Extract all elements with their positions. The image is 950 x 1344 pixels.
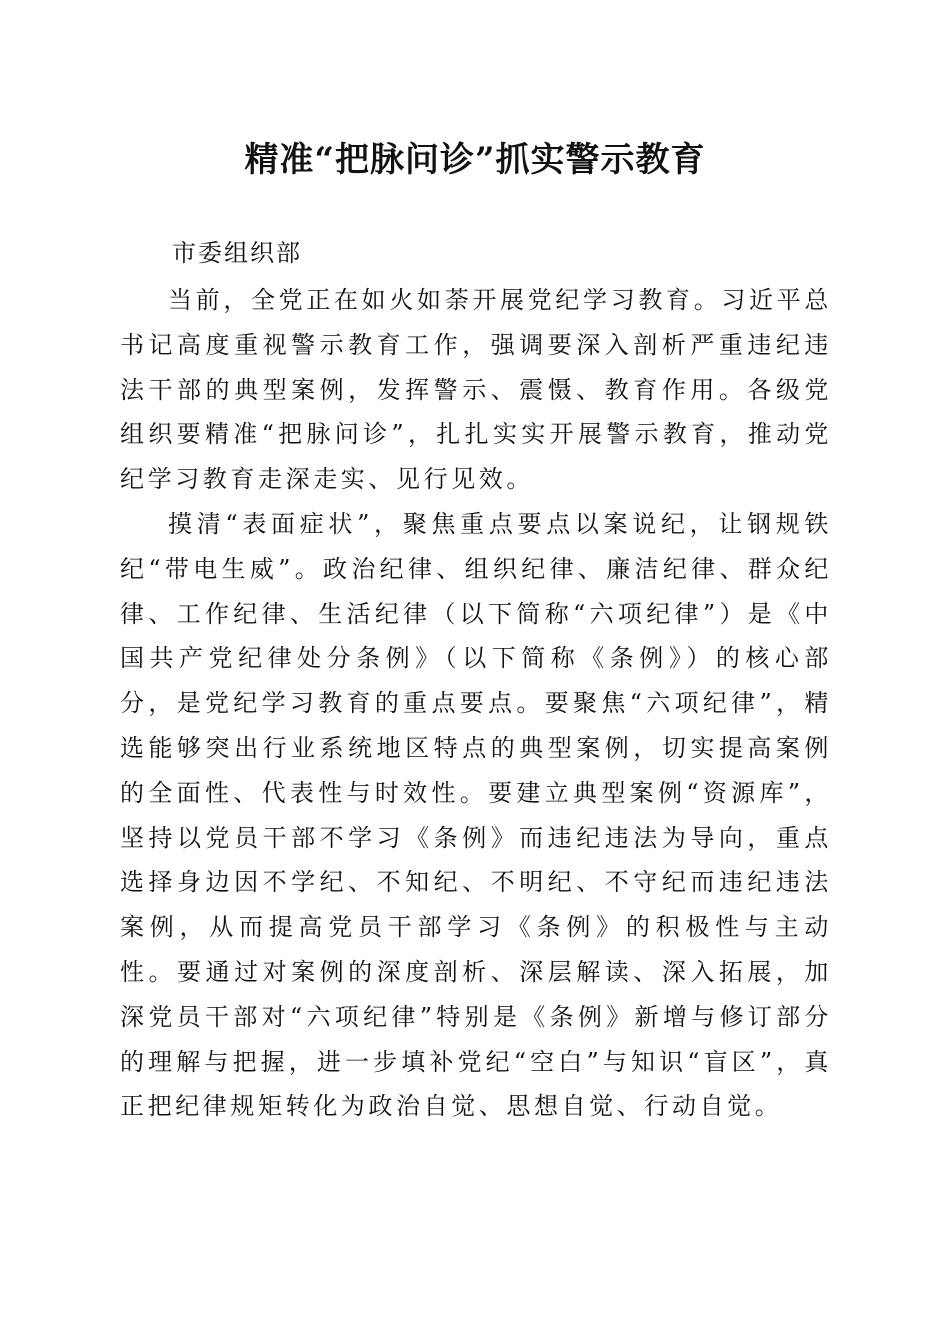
document-body — [120, 278, 832, 1129]
paragraph-intro: 当前，全党正在如火如荼开展党纪学习教育。习近平总书记高度重视警示教育工作，强调要深入剖析严重违纪违法干部的典型案例，发挥警示、震慑、教育作用。各级党组织要精准“把脉问诊”，扎扎实实开展警示教育，推动党纪学习教育走深走实、见行见效。 — [120, 286, 832, 494]
document-author: 市委组织部 — [172, 239, 302, 267]
document-title: 精准“把脉问诊”抓实警示教育 — [244, 140, 706, 180]
paragraph-symptoms: 摸清“表面症状”，聚焦重点要点以案说纪，让钢规铁纪“带电生威”。政治纪律、组织纪律、廉洁纪律、群众纪律、工作纪律、生活纪律（以下简称“六项纪律”）是《中国共产党纪律处分条例》（以下简称《条例》）的核心部分，是党纪学习教育的重点要点。要聚焦“六项纪律”，精选能够突出行业系统地区特点的典型案例，切实提高案例的全面性、代表性与时效性。要建立典型案例“资源库”，坚持以党员干部不学习《条例》而违纪违法为导向，重点选择身边因不学纪、不知纪、不明纪、不守纪而违纪违法案例，从而提高党员干部学习《条例》的积极性与主动性。要通过对案例的深度剖析、深层解读、深入拓展，加深党员干部对“六项纪律”特别是《条例》新增与修订部分的理解与把握，进一步填补党纪“空白”与知识“盲区”，真正把纪律规矩转化为政治自觉、思想自觉、行动自觉。 — [120, 509, 832, 1121]
